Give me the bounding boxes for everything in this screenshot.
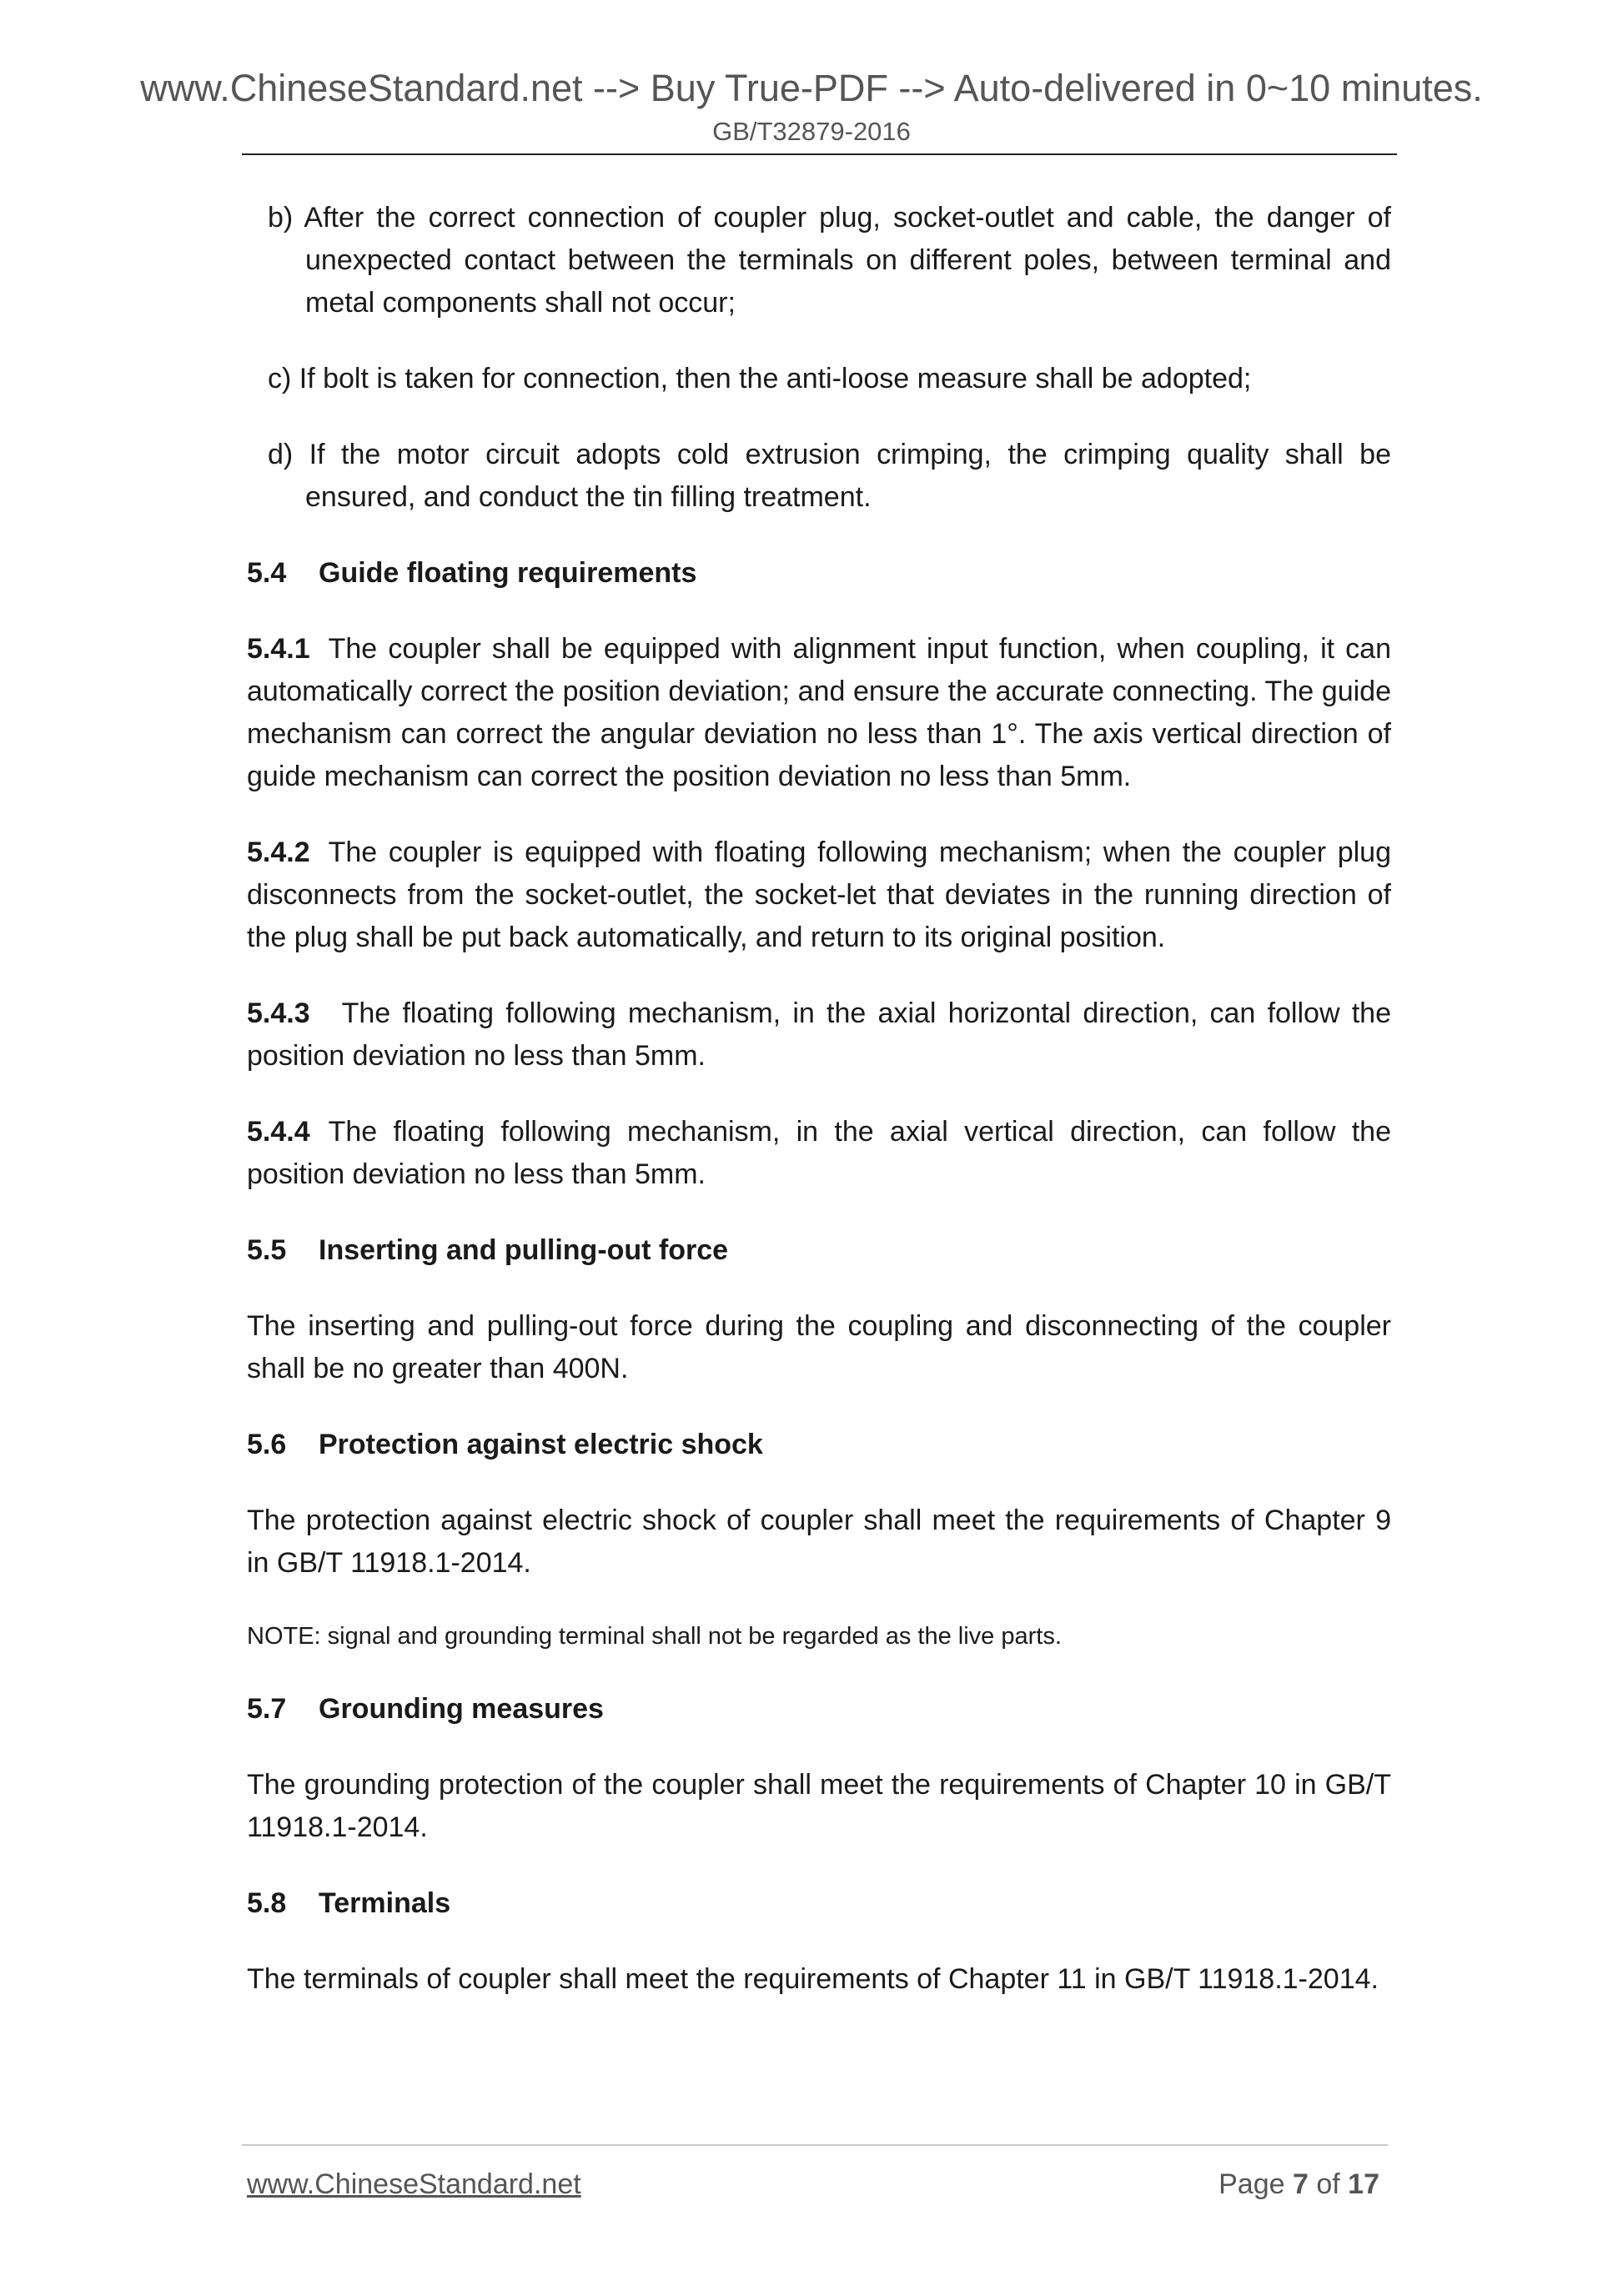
document-code: GB/T32879-2016 <box>712 117 911 146</box>
clause-number: 5.4.4 <box>247 1116 310 1148</box>
section-heading-5-4 <box>247 552 1391 595</box>
clause-text: The floating following mechanism, in the axial vertical direction, can follow the position deviation no less than 5mm. <box>247 1116 1391 1190</box>
section-title: Inserting and pulling-out force <box>319 1234 729 1266</box>
clause-number: 5.4.1 <box>247 633 310 665</box>
section-number: 5.8 <box>247 1887 287 1919</box>
clause-number: 5.4.2 <box>247 837 310 868</box>
page-of: of <box>1316 2168 1340 2200</box>
paragraph-5-6: The protection against electric shock of coupler shall meet the requirements of Chapter 9 in GB/T 11918.1-2014. <box>247 1505 1391 1579</box>
header-banner: www.ChineseStandard.net --> Buy True-PDF --> Auto-delivered in 0~10 minutes. <box>140 67 1483 109</box>
list-item-c: c) If bolt is taken for connection, then the anti-loose measure shall be adopted; <box>268 363 1252 394</box>
note-5-6: NOTE: signal and grounding terminal shall not be regarded as the live parts. <box>247 1623 1062 1650</box>
clause-5-4-3 <box>247 992 1391 1078</box>
section-heading-5-5 <box>247 1229 1391 1272</box>
section-title: Grounding measures <box>319 1693 604 1725</box>
page-current: 7 <box>1292 2168 1309 2200</box>
clause-text: The coupler is equipped with floating following mechanism; when the coupler plug disconnects from the socket-outlet, the socket-let that deviates in the running direction of the plug shall be put back automatically, and return to its original position. <box>247 837 1391 953</box>
paragraph-5-8: The terminals of coupler shall meet the requirements of Chapter 11 in GB/T 11918.1-2014. <box>247 1963 1379 1995</box>
list-item-d: d) If the motor circuit adopts cold extrusion crimping, the crimping quality shall be ensured, and conduct the tin filling treatment. <box>268 439 1391 513</box>
header-divider <box>242 153 1397 155</box>
section-title: Protection against electric shock <box>319 1429 763 1460</box>
clause-5-4-4 <box>247 1111 1391 1196</box>
section-heading-5-6 <box>247 1424 1391 1466</box>
section-number: 5.4 <box>247 557 287 589</box>
clause-text: The coupler shall be equipped with alignment input function, when coupling, it can automatically correct the position deviation; and ensure the accurate connecting. The guide mechanism can correct the angular deviation no less than 1°. The axis vertical direction of guide mechanism can correct the position deviation no less than 5mm. <box>247 633 1391 792</box>
page-content <box>247 197 1391 2034</box>
page-number <box>1219 2168 1379 2201</box>
section-title: Terminals <box>319 1887 451 1919</box>
section-heading-5-8 <box>247 1882 1391 1925</box>
footer-divider <box>242 2144 1388 2146</box>
clause-text: The floating following mechanism, in the axial horizontal direction, can follow the position deviation no less than 5mm. <box>247 997 1391 1072</box>
clause-number: 5.4.3 <box>247 997 310 1029</box>
footer-website-link[interactable]: www.ChineseStandard.net <box>247 2168 581 2200</box>
section-number: 5.7 <box>247 1693 287 1725</box>
section-number: 5.6 <box>247 1429 287 1460</box>
page-prefix: Page <box>1219 2168 1285 2200</box>
section-number: 5.5 <box>247 1234 287 1266</box>
clause-5-4-1 <box>247 628 1391 798</box>
list-item-b: b) After the correct connection of coupler plug, socket-outlet and cable, the danger of unexpected contact between the terminals on different poles, between terminal and metal components shall not occur; <box>268 202 1391 319</box>
section-title: Guide floating requirements <box>319 557 697 589</box>
section-heading-5-7 <box>247 1688 1391 1731</box>
paragraph-5-7: The grounding protection of the coupler shall meet the requirements of Chapter 10 in GB/T 11918.1-2014. <box>247 1769 1391 1843</box>
paragraph-5-5: The inserting and pulling-out force during the coupling and disconnecting of the coupler shall be no greater than 400N. <box>247 1310 1391 1384</box>
clause-5-4-2 <box>247 831 1391 959</box>
page-total: 17 <box>1348 2168 1379 2200</box>
